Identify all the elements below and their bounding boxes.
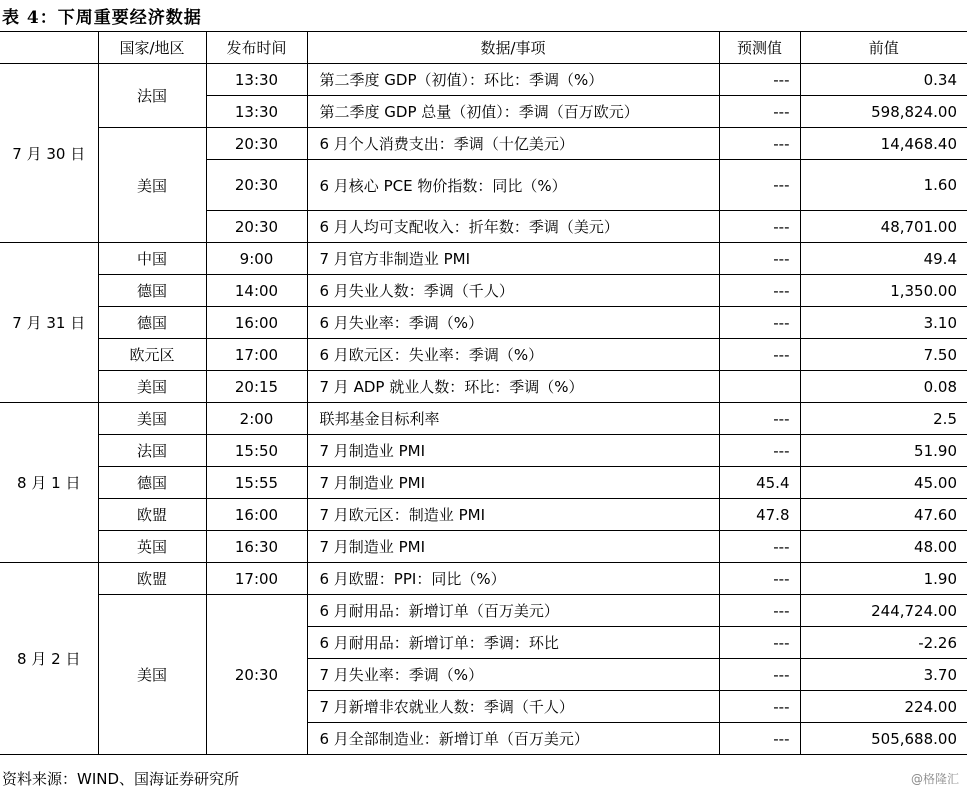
country-cell: 法国 bbox=[98, 435, 206, 467]
table-row bbox=[0, 531, 967, 563]
previous-cell: 0.34 bbox=[800, 64, 967, 96]
table-title: 表 4：下周重要经济数据 bbox=[2, 8, 202, 28]
forecast-cell: --- bbox=[719, 563, 800, 595]
previous-cell: 2.5 bbox=[800, 403, 967, 435]
forecast-cell: 45.4 bbox=[719, 467, 800, 499]
item-cell: 6 月欧元区：失业率：季调（%） bbox=[307, 339, 719, 371]
previous-cell: 505,688.00 bbox=[800, 723, 967, 755]
date-cell: 8 月 2 日 bbox=[0, 563, 98, 755]
table-row bbox=[0, 371, 967, 403]
header-previous: 前值 bbox=[800, 32, 967, 64]
forecast-cell bbox=[719, 371, 800, 403]
time-cell: 20:30 bbox=[206, 211, 307, 243]
forecast-cell: --- bbox=[719, 64, 800, 96]
forecast-cell: --- bbox=[719, 211, 800, 243]
forecast-cell: --- bbox=[719, 435, 800, 467]
item-cell: 6 月失业率：季调（%） bbox=[307, 307, 719, 339]
previous-cell: 1,350.00 bbox=[800, 275, 967, 307]
country-cell: 法国 bbox=[98, 64, 206, 128]
previous-cell: 14,468.40 bbox=[800, 128, 967, 160]
time-cell: 14:00 bbox=[206, 275, 307, 307]
previous-cell: 3.10 bbox=[800, 307, 967, 339]
item-cell: 7 月制造业 PMI bbox=[307, 435, 719, 467]
country-cell: 欧元区 bbox=[98, 339, 206, 371]
time-cell: 17:00 bbox=[206, 339, 307, 371]
item-cell: 6 月欧盟：PPI：同比（%） bbox=[307, 563, 719, 595]
item-cell: 7 月官方非制造业 PMI bbox=[307, 243, 719, 275]
item-cell: 7 月失业率：季调（%） bbox=[307, 659, 719, 691]
item-cell: 6 月人均可支配收入：折年数：季调（美元） bbox=[307, 211, 719, 243]
previous-cell: 48,701.00 bbox=[800, 211, 967, 243]
country-cell: 德国 bbox=[98, 307, 206, 339]
item-cell: 7 月 ADP 就业人数：环比：季调（%） bbox=[307, 371, 719, 403]
header-row bbox=[0, 32, 967, 64]
forecast-cell: --- bbox=[719, 691, 800, 723]
time-cell: 17:00 bbox=[206, 563, 307, 595]
header-country: 国家/地区 bbox=[98, 32, 206, 64]
previous-cell: 51.90 bbox=[800, 435, 967, 467]
table-row bbox=[0, 499, 967, 531]
forecast-cell: --- bbox=[719, 531, 800, 563]
forecast-cell: --- bbox=[719, 659, 800, 691]
table-row bbox=[0, 128, 967, 160]
forecast-cell: --- bbox=[719, 403, 800, 435]
watermark: @格隆汇 bbox=[910, 772, 959, 786]
item-cell: 6 月耐用品：新增订单：季调：环比 bbox=[307, 627, 719, 659]
time-cell: 16:30 bbox=[206, 531, 307, 563]
previous-cell: 49.4 bbox=[800, 243, 967, 275]
table-row bbox=[0, 275, 967, 307]
previous-cell: 47.60 bbox=[800, 499, 967, 531]
country-cell: 中国 bbox=[98, 243, 206, 275]
item-cell: 联邦基金目标利率 bbox=[307, 403, 719, 435]
country-cell: 欧盟 bbox=[98, 563, 206, 595]
time-cell: 13:30 bbox=[206, 96, 307, 128]
item-cell: 7 月新增非农就业人数：季调（千人） bbox=[307, 691, 719, 723]
country-cell: 英国 bbox=[98, 531, 206, 563]
header-item: 数据/事项 bbox=[307, 32, 719, 64]
forecast-cell: --- bbox=[719, 275, 800, 307]
header-date bbox=[0, 32, 98, 64]
forecast-cell: --- bbox=[719, 339, 800, 371]
table-row bbox=[0, 64, 967, 96]
source-note: 资料来源：WIND、国海证券研究所 bbox=[2, 770, 240, 788]
country-cell: 德国 bbox=[98, 467, 206, 499]
country-cell: 美国 bbox=[98, 403, 206, 435]
table-row bbox=[0, 307, 967, 339]
table-row bbox=[0, 435, 967, 467]
previous-cell: 7.50 bbox=[800, 339, 967, 371]
table-row bbox=[0, 403, 967, 435]
previous-cell: 1.60 bbox=[800, 160, 967, 211]
country-cell: 美国 bbox=[98, 128, 206, 243]
header-forecast: 预测值 bbox=[719, 32, 800, 64]
item-cell: 6 月全部制造业：新增订单（百万美元） bbox=[307, 723, 719, 755]
date-cell: 8 月 1 日 bbox=[0, 403, 98, 563]
time-cell: 15:50 bbox=[206, 435, 307, 467]
table-row bbox=[0, 595, 967, 627]
item-cell: 6 月个人消费支出：季调（十亿美元） bbox=[307, 128, 719, 160]
time-cell: 13:30 bbox=[206, 64, 307, 96]
table-row bbox=[0, 563, 967, 595]
previous-cell: -2.26 bbox=[800, 627, 967, 659]
time-cell: 20:30 bbox=[206, 160, 307, 211]
previous-cell: 45.00 bbox=[800, 467, 967, 499]
economic-calendar-table bbox=[0, 31, 967, 755]
item-cell: 7 月制造业 PMI bbox=[307, 531, 719, 563]
previous-cell: 244,724.00 bbox=[800, 595, 967, 627]
item-cell: 6 月失业人数：季调（千人） bbox=[307, 275, 719, 307]
item-cell: 6 月核心 PCE 物价指数：同比（%） bbox=[307, 160, 719, 211]
forecast-cell: --- bbox=[719, 595, 800, 627]
previous-cell: 224.00 bbox=[800, 691, 967, 723]
time-cell: 20:30 bbox=[206, 128, 307, 160]
table-row bbox=[0, 339, 967, 371]
previous-cell: 3.70 bbox=[800, 659, 967, 691]
previous-cell: 48.00 bbox=[800, 531, 967, 563]
forecast-cell: --- bbox=[719, 96, 800, 128]
forecast-cell: 47.8 bbox=[719, 499, 800, 531]
country-cell: 德国 bbox=[98, 275, 206, 307]
table-row bbox=[0, 467, 967, 499]
country-cell: 美国 bbox=[98, 371, 206, 403]
item-cell: 7 月制造业 PMI bbox=[307, 467, 719, 499]
forecast-cell: --- bbox=[719, 307, 800, 339]
time-cell: 16:00 bbox=[206, 307, 307, 339]
country-cell: 欧盟 bbox=[98, 499, 206, 531]
forecast-cell: --- bbox=[719, 128, 800, 160]
time-cell: 2:00 bbox=[206, 403, 307, 435]
time-cell: 20:30 bbox=[206, 595, 307, 755]
time-cell: 20:15 bbox=[206, 371, 307, 403]
item-cell: 7 月欧元区：制造业 PMI bbox=[307, 499, 719, 531]
item-cell: 6 月耐用品：新增订单（百万美元） bbox=[307, 595, 719, 627]
item-cell: 第二季度 GDP（初值）：环比：季调（%） bbox=[307, 64, 719, 96]
time-cell: 15:55 bbox=[206, 467, 307, 499]
previous-cell: 0.08 bbox=[800, 371, 967, 403]
previous-cell: 1.90 bbox=[800, 563, 967, 595]
time-cell: 9:00 bbox=[206, 243, 307, 275]
header-time: 发布时间 bbox=[206, 32, 307, 64]
forecast-cell: --- bbox=[719, 627, 800, 659]
time-cell: 16:00 bbox=[206, 499, 307, 531]
table-row bbox=[0, 243, 967, 275]
forecast-cell: --- bbox=[719, 160, 800, 211]
previous-cell: 598,824.00 bbox=[800, 96, 967, 128]
country-cell: 美国 bbox=[98, 595, 206, 755]
forecast-cell: --- bbox=[719, 243, 800, 275]
date-cell: 7 月 30 日 bbox=[0, 64, 98, 243]
item-cell: 第二季度 GDP 总量（初值）：季调（百万欧元） bbox=[307, 96, 719, 128]
forecast-cell: --- bbox=[719, 723, 800, 755]
date-cell: 7 月 31 日 bbox=[0, 243, 98, 403]
